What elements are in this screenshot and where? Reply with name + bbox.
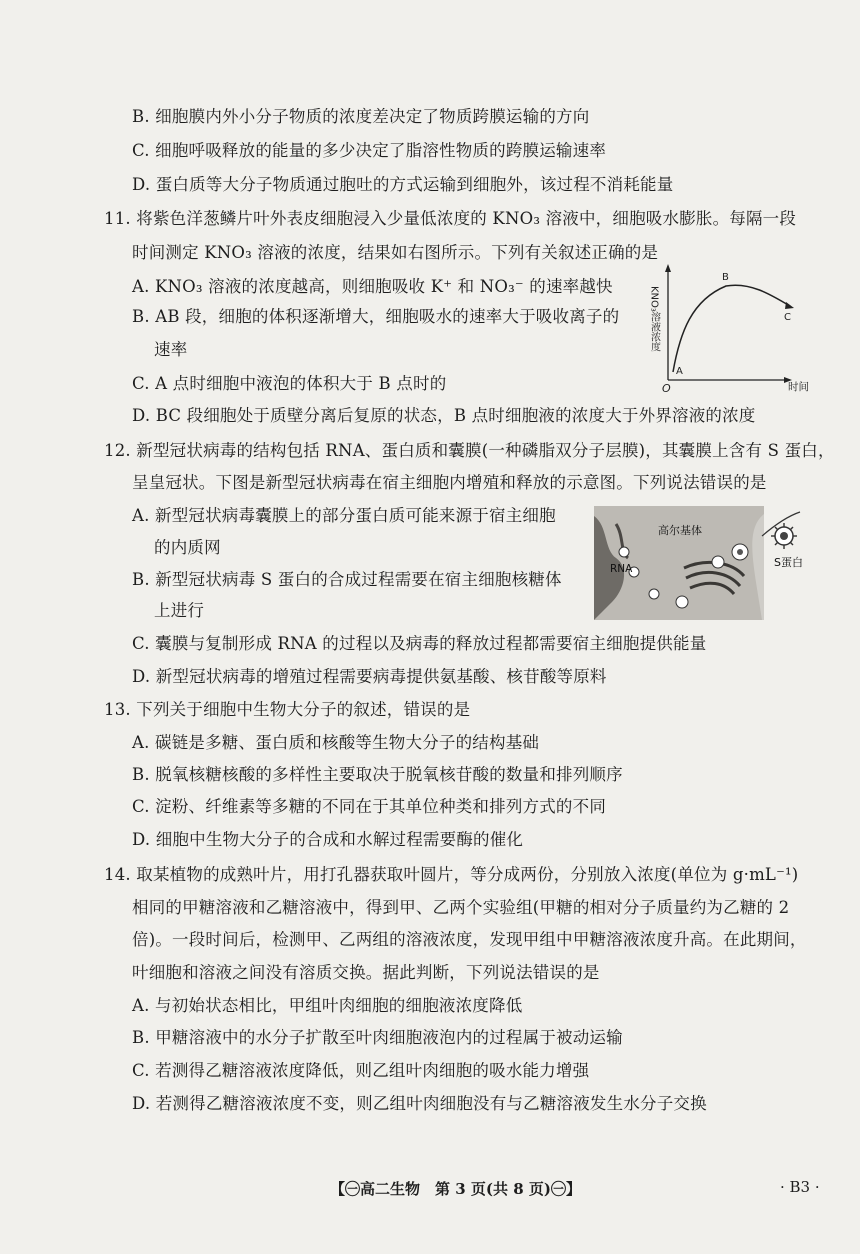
- page-footer: 【㊀高二生物 第 3 页(共 8 页)㊀】: [330, 1180, 581, 1198]
- q12-option-c: C. 囊膜与复制形成 RNA 的过程以及病毒的释放过程都需要宿主细胞提供能量: [132, 634, 707, 653]
- q14-option-c: C. 若测得乙糖溶液浓度降低，则乙组叶肉细胞的吸水能力增强: [132, 1061, 590, 1080]
- virus-replication-figure: [594, 506, 816, 620]
- q14-stem-line1: 14. 取某植物的成熟叶片，用打孔器获取叶圆片，等分成两份，分别放入浓度(单位为 g·mL⁻¹): [104, 865, 799, 884]
- q14-option-d: D. 若测得乙糖溶液浓度不变，则乙组叶肉细胞没有与乙糖溶液发生水分子交换: [132, 1094, 707, 1113]
- q11-option-d: D. BC 段细胞处于质壁分离后复原的状态，B 点时细胞液的浓度大于外界溶液的浓度: [132, 406, 756, 425]
- graph-ylabel: KNO₃溶液浓度: [648, 286, 660, 352]
- q13-option-d: D. 细胞中生物大分子的合成和水解过程需要酶的催化: [132, 830, 524, 849]
- graph-point-a: A: [676, 366, 683, 377]
- q13-option-b: B. 脱氧核糖核酸的多样性主要取决于脱氧核苷酸的数量和排列顺序: [132, 765, 623, 784]
- q13-option-a: A. 碳链是多糖、蛋白质和核酸等生物大分子的结构基础: [132, 733, 540, 752]
- page-code: · B3 ·: [780, 1178, 820, 1196]
- q12-stem-line1: 12. 新型冠状病毒的结构包括 RNA、蛋白质和囊膜(一种磷脂双分子层膜)，其囊膜上含有 S 蛋白，: [104, 441, 835, 460]
- graph-point-c: C: [784, 312, 791, 323]
- q11-option-b-line1: B. AB 段，细胞的体积逐渐增大，细胞吸水的速率大于吸收离子的: [132, 307, 620, 326]
- q11-option-c: C. A 点时细胞中液泡的体积大于 B 点时的: [132, 374, 447, 393]
- concentration-graph: [640, 262, 820, 394]
- q12-stem-line2: 呈皇冠状。下图是新型冠状病毒在宿主细胞内增殖和释放的示意图。下列说法错误的是: [132, 473, 767, 492]
- graph-point-b: B: [722, 272, 729, 283]
- q12-option-d: D. 新型冠状病毒的增殖过程需要病毒提供氨基酸、核苷酸等原料: [132, 667, 607, 686]
- q11-option-a: A. KNO₃ 溶液的浓度越高，则细胞吸收 K⁺ 和 NO₃⁻ 的速率越快: [132, 277, 613, 296]
- golgi-label: 高尔基体: [658, 524, 702, 537]
- q10-option-d: D. 蛋白质等大分子物质通过胞吐的方式运输到细胞外，该过程不消耗能量: [132, 175, 674, 194]
- q13-stem: 13. 下列关于细胞中生物大分子的叙述，错误的是: [104, 700, 471, 719]
- rna-label: RNA: [610, 563, 633, 575]
- graph-xlabel: 时间: [788, 381, 809, 393]
- q11-stem-line2: 时间测定 KNO₃ 溶液的浓度，结果如右图所示。下列有关叙述正确的是: [132, 243, 659, 262]
- q12-option-b-line1: B. 新型冠状病毒 S 蛋白的合成过程需要在宿主细胞核糖体: [132, 570, 562, 589]
- q12-option-b-line2: 上进行: [154, 601, 205, 620]
- s-protein-label: S蛋白: [774, 556, 803, 569]
- q11-stem-line1: 11. 将紫色洋葱鳞片叶外表皮细胞浸入少量低浓度的 KNO₃ 溶液中，细胞吸水膨胀。每隔一段: [104, 209, 797, 228]
- q14-option-a: A. 与初始状态相比，甲组叶肉细胞的细胞液浓度降低: [132, 996, 523, 1015]
- q11-option-b-line2: 速率: [154, 340, 188, 359]
- q12-option-a-line2: 的内质网: [154, 538, 221, 557]
- q14-stem-line2: 相同的甲糖溶液和乙糖溶液中，得到甲、乙两个实验组(甲糖的相对分子质量约为乙糖的 2: [132, 898, 790, 917]
- q14-option-b: B. 甲糖溶液中的水分子扩散至叶肉细胞液泡内的过程属于被动运输: [132, 1028, 623, 1047]
- q12-option-a-line1: A. 新型冠状病毒囊膜上的部分蛋白质可能来源于宿主细胞: [132, 506, 556, 525]
- q10-option-c: C. 细胞呼吸释放的能量的多少决定了脂溶性物质的跨膜运输速率: [132, 141, 607, 160]
- q14-stem-line4: 叶细胞和溶液之间没有溶质交换。据此判断，下列说法错误的是: [132, 963, 600, 982]
- graph-origin: O: [662, 382, 671, 394]
- q13-option-c: C. 淀粉、纤维素等多糖的不同在于其单位种类和排列方式的不同: [132, 797, 607, 816]
- q14-stem-line3: 倍)。一段时间后，检测甲、乙两组的溶液浓度，发现甲组中甲糖溶液浓度升高。在此期间，: [132, 930, 807, 949]
- q10-option-b: B. 细胞膜内外小分子物质的浓度差决定了物质跨膜运输的方向: [132, 107, 590, 126]
